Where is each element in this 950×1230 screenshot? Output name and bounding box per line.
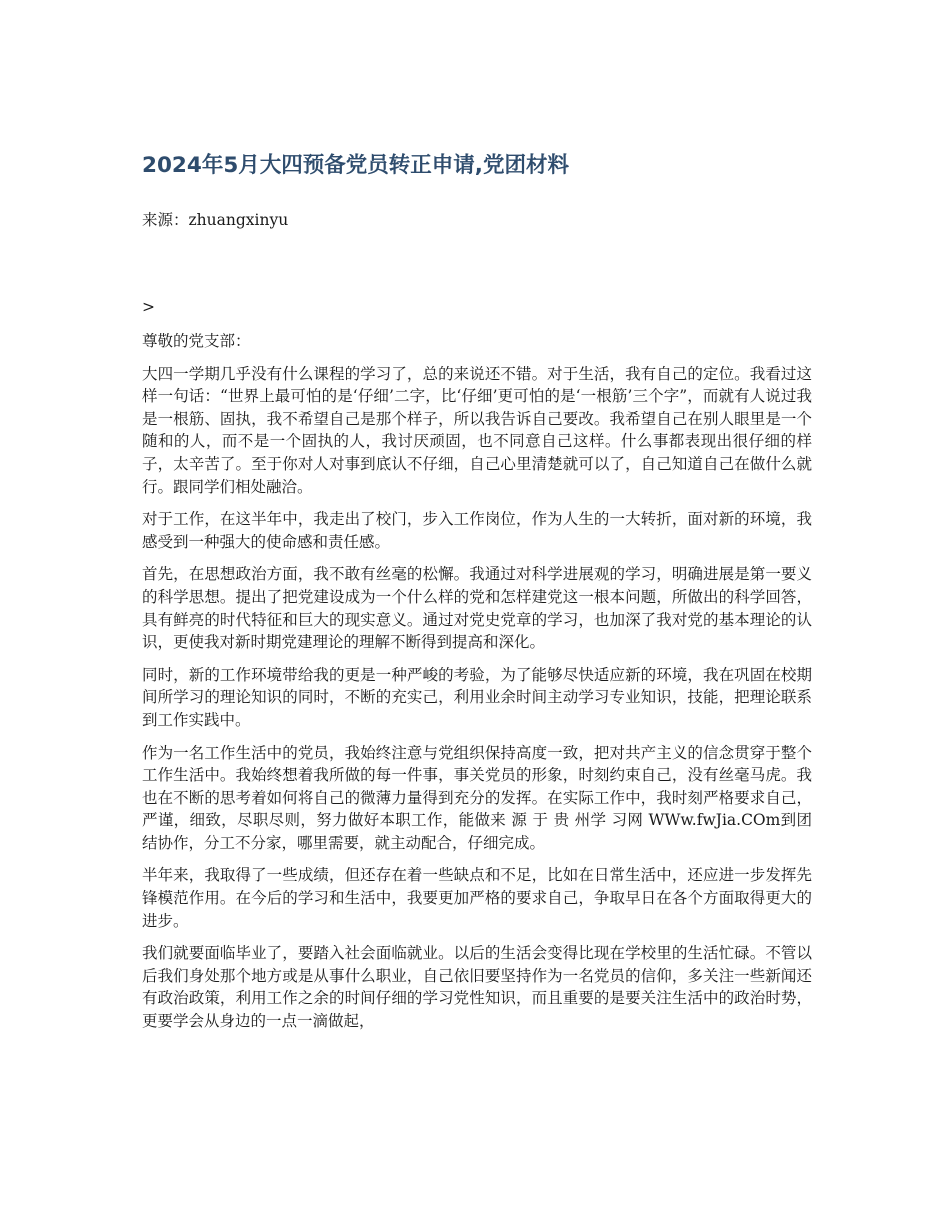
paragraph-1: 大四一学期几乎没有什么课程的学习了，总的来说还不错。对于生活，我有自己的定位。我看过这样一句话：“世界上最可怕的是‘仔细’二字，比‘仔细’更可怕的是‘一根筋’三个字”，而就有人说过我是一根筋、固执，我不希望自己是那个样子，所以我告诉自己要改。我希望自己在别人眼里是一个随和的人，而不是一个固执的人，我讨厌顽固，也不同意自己这样。什么事都表现出很仔细的样子，太辛苦了。至于你对人对事到底认不仔细，自己心里清楚就可以了，自己知道自己在做什么就行。跟同学们相处融洽。 [142,364,812,496]
source-line: 来源：zhuangxinyu [142,211,289,229]
paragraph-7: 我们就要面临毕业了，要踏入社会面临就业。以后的生活会变得比现在学校里的生活忙碌。不管以后我们身处那个地方或是从事什么职业，自己依旧要坚持作为一名党员的信仰，多关注一些新闻还有政治政策，利用工作之余的时间仔细的学习党性知识，而且重要的是要关注生活中的政治时势，更要学会从身边的一点一滴做起， [142,944,812,1031]
paragraph-4: 同时，新的工作环境带给我的更是一种严峻的考验，为了能够尽快适应新的环境，我在巩固在校期间所学习的理论知识的同时，不断的充实己，利用业余时间主动学习专业知识，技能，把理论联系到工作实践中。 [142,665,812,729]
page-title: 2024年5月大四预备党员转正申请,党团材料 [142,153,569,178]
paragraph-6: 半年来，我取得了一些成绩，但还存在着一些缺点和不足，比如在日常生活中，还应进一步发挥先锋模范作用。在今后的学习和生活中，我要更加严格的要求自己，争取早日在各个方面取得更大的进步。 [142,866,812,930]
greeting: 尊敬的党支部： [142,332,251,350]
marker-text: > [142,298,155,316]
paragraph-3: 首先，在思想政治方面，我不敢有丝毫的松懈。我通过对科学进展观的学习，明确进展是第一要义的科学思想。提出了把党建设成为一个什么样的党和怎样建党这一根本问题，所做出的科学回答，具有鲜亮的时代特征和巨大的现实意义。通过对党史党章的学习，也加深了我对党的基本理论的认识，更使我对新时期党建理论的理解不断得到提高和深化。 [142,565,812,652]
document-body [142,330,812,1043]
paragraph-5: 作为一名工作生活中的党员，我始终注意与党组织保持高度一致，把对共产主义的信念贯穿于整个工作生活中。我始终想着我所做的每一件事，事关党员的形象，时刻约束自己，没有丝毫马虎。我也在不断的思考着如何将自己的微薄力量得到充分的发挥。在实际工作中，我时刻严格要求自己，严谨，细致，尽职尽则，努力做好本职工作，能做来 源 于 贵 州学 习网 WWw.fwJia.COm到团结协作，分工不分家，哪里需要，就主动配合，仔细完成。 [142,743,812,852]
paragraph-2: 对于工作，在这半年中，我走出了校门，步入工作岗位，作为人生的一大转折，面对新的环境，我感受到一种强大的使命感和责任感。 [142,510,812,551]
